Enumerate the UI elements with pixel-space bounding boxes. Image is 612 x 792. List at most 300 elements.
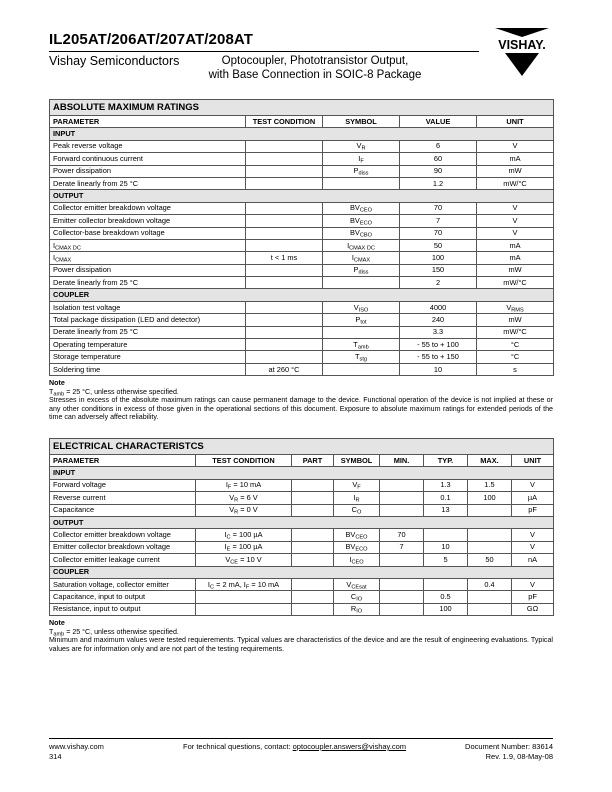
condition-value: = 100 µA — [230, 542, 263, 552]
subtitle-line-1: Optocoupler, Phototransistor Output, — [221, 55, 409, 67]
condition-base: V — [225, 554, 231, 564]
column-header: PARAMETER — [50, 116, 246, 128]
parameter-cell — [50, 252, 246, 264]
symbol-base: BV — [350, 215, 360, 225]
document-number: Document Number: 83614 — [465, 742, 553, 751]
typ-cell: 13 — [424, 504, 468, 516]
test-condition-cell — [246, 239, 323, 251]
symbol-subscript: ECO — [359, 220, 372, 227]
part-cell — [292, 492, 334, 504]
unit-cell: µA — [512, 492, 554, 504]
condition-value: = 2 mA, — [214, 579, 244, 589]
parameter-text: Collector emitter breakdown voltage — [53, 203, 171, 213]
symbol-subscript: F — [360, 158, 364, 165]
condition-base: I — [224, 530, 227, 540]
symbol-base: BV — [345, 530, 356, 540]
symbol-subscript: IO — [356, 608, 363, 615]
table-row — [50, 529, 554, 541]
table-row — [50, 165, 554, 177]
section-label: OUTPUT — [50, 190, 554, 202]
max-cell — [468, 591, 512, 603]
section-row — [50, 566, 554, 578]
table-row — [50, 351, 554, 363]
symbol-cell — [323, 301, 400, 313]
condition-base: I — [243, 579, 246, 589]
test-condition-cell — [246, 264, 323, 276]
symbol-subscript: amb — [357, 344, 369, 351]
unit-text: °C — [510, 339, 520, 349]
min-cell — [380, 554, 424, 566]
symbol-base: T — [355, 352, 360, 362]
column-header: TEST CONDITION — [246, 116, 323, 128]
condition-base: I — [225, 480, 228, 490]
symbol-base: I — [358, 153, 361, 163]
value-cell: 90 — [400, 165, 477, 177]
condition-subscript: CE — [230, 559, 239, 566]
condition-subscript: C — [209, 584, 215, 591]
value-cell: 100 — [400, 252, 477, 264]
symbol-cell — [334, 603, 380, 615]
parameter-cell: Capacitance — [50, 504, 196, 516]
min-cell — [380, 504, 424, 516]
condition-value: = 0 V — [238, 505, 258, 515]
vishay-logo-icon — [486, 28, 558, 78]
parameter-cell — [50, 301, 246, 313]
part-cell — [292, 554, 334, 566]
test-condition-cell — [246, 177, 323, 189]
unit-text: mA — [509, 240, 521, 250]
test-condition-cell — [246, 227, 323, 239]
table-row — [50, 363, 554, 375]
symbol-cell — [323, 140, 400, 152]
symbol-subscript: R — [355, 497, 360, 504]
footer-rule — [49, 738, 553, 739]
part-number-title: IL205AT/206AT/207AT/208AT — [49, 31, 253, 48]
symbol-base: I — [349, 554, 352, 564]
section-label: COUPLER — [50, 566, 554, 578]
column-header: UNIT — [477, 116, 554, 128]
page-number: 314 — [49, 752, 62, 761]
section-row — [50, 289, 554, 301]
test-condition-cell — [246, 215, 323, 227]
parameter-text: Forward continuous current — [53, 153, 143, 163]
condition-value: = 6 V — [238, 492, 258, 502]
table-row — [50, 202, 554, 214]
max-cell — [468, 504, 512, 516]
test-condition-cell — [196, 479, 292, 491]
parameter-cell — [50, 339, 246, 351]
column-header: SYMBOL — [334, 455, 380, 467]
min-cell — [380, 492, 424, 504]
symbol-subscript: ECO — [355, 546, 368, 553]
value-cell: 70 — [400, 227, 477, 239]
table-row — [50, 314, 554, 326]
symbol-cell — [323, 215, 400, 227]
part-cell — [292, 529, 334, 541]
test-condition-cell: at 260 °C — [246, 363, 323, 375]
unit-cell — [477, 277, 554, 289]
symbol-cell — [323, 326, 400, 338]
condition-subscript: E — [226, 546, 231, 553]
max-cell — [468, 603, 512, 615]
column-header: VALUE — [400, 116, 477, 128]
test-condition-cell — [246, 314, 323, 326]
section-row — [50, 516, 554, 528]
parameter-subscript: CMAX — [55, 257, 72, 264]
note-body: Stresses in excess of the absolute maximum ratings can cause permanent damage to the device. Functional operation of the device is not implied at these or any other conditions in excess of those given in the operational sections of this document. Exposure to absolute maximum ratings for extended periods of the time can adversely affect reliability. — [49, 396, 553, 422]
table-row — [50, 339, 554, 351]
value-cell: 10 — [400, 363, 477, 375]
unit-text: mW — [508, 166, 522, 176]
test-condition-cell — [196, 492, 292, 504]
table-row — [50, 554, 554, 566]
unit-text: mW/°C — [503, 327, 527, 337]
document-subtitle — [196, 54, 434, 82]
parameter-cell — [50, 165, 246, 177]
test-condition-cell — [196, 578, 292, 590]
unit-cell — [477, 215, 554, 227]
symbol-subscript: CMAX — [353, 257, 371, 264]
symbol-base: P — [353, 166, 359, 176]
symbol-subscript: stg — [359, 356, 367, 363]
symbol-cell — [323, 363, 400, 375]
unit-cell — [477, 351, 554, 363]
condition-value: = 100 µA — [230, 530, 263, 540]
typ-cell: 5 — [424, 554, 468, 566]
parameter-subscript: CMAX DC — [55, 245, 81, 252]
table-row — [50, 264, 554, 276]
parameter-text: Derate linearly from 25 °C — [53, 277, 139, 287]
symbol-cell — [334, 541, 380, 553]
symbol-subscript: diss — [358, 269, 369, 276]
table-row — [50, 301, 554, 313]
test-condition-cell — [246, 339, 323, 351]
symbol-subscript: CEsat — [351, 584, 367, 591]
parameter-cell — [50, 177, 246, 189]
unit-text: V — [506, 302, 512, 312]
table-title: ELECTRICAL CHARACTERISTCS — [50, 439, 554, 455]
unit-cell: V — [512, 529, 554, 541]
symbol-cell — [323, 165, 400, 177]
parameter-cell — [50, 264, 246, 276]
note-tamb: $T_{amb} = 25$ °C, unless otherwise specified. — [49, 387, 179, 398]
symbol-subscript: CEO — [359, 207, 372, 214]
symbol-subscript: CEO — [355, 534, 368, 541]
symbol-cell — [334, 479, 380, 491]
unit-cell: V — [512, 479, 554, 491]
symbol-base: V — [346, 579, 352, 589]
symbol-cell — [334, 529, 380, 541]
contact-prefix: For technical questions, contact: — [183, 742, 293, 751]
unit-text: mW/°C — [503, 178, 527, 188]
symbol-subscript: O — [356, 509, 362, 516]
parameter-cell: Emitter collector breakdown voltage — [50, 541, 196, 553]
column-header: MAX. — [468, 455, 512, 467]
unit-cell — [477, 363, 554, 375]
table-row — [50, 479, 554, 491]
symbol-subscript: ISO — [358, 307, 369, 314]
parameter-cell: Forward voltage — [50, 479, 196, 491]
parameter-cell: Capacitance, input to output — [50, 591, 196, 603]
condition-subscript: C — [226, 534, 231, 541]
typ-cell: 10 — [424, 541, 468, 553]
column-header: TYP. — [424, 455, 468, 467]
unit-cell — [477, 202, 554, 214]
condition-subscript: F — [245, 584, 250, 591]
unit-cell: pF — [512, 504, 554, 516]
min-cell — [380, 578, 424, 590]
min-cell — [380, 603, 424, 615]
unit-text: mW/°C — [503, 277, 527, 287]
column-header: UNIT — [512, 455, 554, 467]
unit-text: °C — [510, 352, 520, 362]
symbol-base: BV — [345, 542, 356, 552]
symbol-base: R — [350, 604, 357, 614]
elec-char-notes — [49, 619, 553, 653]
symbol-base: I — [353, 492, 356, 502]
parameter-cell: Reverse current — [50, 492, 196, 504]
section-row — [50, 190, 554, 202]
parameter-text: Isolation test voltage — [53, 302, 121, 312]
symbol-base: T — [353, 339, 358, 349]
table-row — [50, 215, 554, 227]
test-condition-cell — [196, 541, 292, 553]
parameter-cell — [50, 140, 246, 152]
table-row — [50, 603, 554, 615]
parameter-cell: Saturation voltage, collector emitter — [50, 578, 196, 590]
column-header: TEST CONDITION — [196, 455, 292, 467]
unit-text: V — [512, 141, 518, 151]
part-cell — [292, 591, 334, 603]
min-cell: 70 — [380, 529, 424, 541]
page-footer — [49, 740, 553, 770]
symbol-subscript: F — [357, 484, 361, 491]
value-cell: 1.2 — [400, 177, 477, 189]
note-tamb: $T_{amb} = 25$ °C, unless otherwise specified. — [49, 627, 179, 638]
parameter-cell: Collector emitter leakage current — [50, 554, 196, 566]
footer-contact — [183, 742, 406, 752]
table-title: ABSOLUTE MAXIMUM RATINGS — [50, 100, 554, 116]
test-condition-cell — [196, 603, 292, 615]
section-label: INPUT — [50, 128, 554, 140]
min-cell — [380, 591, 424, 603]
note-heading: Note — [49, 379, 65, 387]
table-row — [50, 140, 554, 152]
parameter-text: Power dissipation — [53, 265, 111, 275]
note-body: Minimum and maximum values were tested requierements. Typical values are characteristics of the device and are the result of engineering evaluations. Typical values are for information only and are not part of the testing requirements. — [49, 636, 553, 653]
value-cell: 4000 — [400, 301, 477, 313]
column-header: MIN. — [380, 455, 424, 467]
max-cell — [468, 529, 512, 541]
condition-subscript: R — [234, 497, 239, 504]
table-row — [50, 252, 554, 264]
parameter-cell — [50, 326, 246, 338]
symbol-cell — [323, 177, 400, 189]
abs-max-notes — [49, 379, 553, 422]
part-cell — [292, 541, 334, 553]
unit-cell: GΩ — [512, 603, 554, 615]
table-title-row — [50, 439, 554, 455]
max-cell: 50 — [468, 554, 512, 566]
symbol-base: V — [356, 141, 362, 151]
symbol-subscript: IO — [356, 596, 363, 603]
test-condition-cell — [196, 529, 292, 541]
table-row — [50, 227, 554, 239]
symbol-cell — [323, 351, 400, 363]
parameter-text: Emitter collector breakdown voltage — [53, 215, 171, 225]
parameter-text: Operating temperature — [53, 339, 128, 349]
value-cell: - 55 to + 150 — [400, 351, 477, 363]
symbol-base: I — [347, 240, 350, 250]
symbol-cell — [334, 578, 380, 590]
value-cell: 2 — [400, 277, 477, 289]
symbol-cell — [323, 252, 400, 264]
symbol-subscript: CBO — [359, 232, 372, 239]
unit-cell: pF — [512, 591, 554, 603]
subtitle-line-2: with Base Connection in SOIC-8 Package — [208, 69, 422, 81]
symbol-cell — [323, 339, 400, 351]
test-condition-cell — [246, 153, 323, 165]
symbol-base: P — [353, 265, 359, 275]
value-cell: 240 — [400, 314, 477, 326]
symbol-cell — [323, 202, 400, 214]
test-condition-cell — [196, 554, 292, 566]
contact-email-link[interactable]: optocoupler.answers@vishay.com — [292, 742, 407, 751]
symbol-base: P — [355, 314, 361, 324]
symbol-base: V — [352, 480, 358, 490]
typ-cell: 0.1 — [424, 492, 468, 504]
unit-text: mA — [509, 153, 521, 163]
condition-base: I — [207, 579, 210, 589]
parameter-cell: Resistance, input to output — [50, 603, 196, 615]
table-row — [50, 177, 554, 189]
value-cell: 150 — [400, 264, 477, 276]
symbol-cell — [323, 153, 400, 165]
symbol-cell — [334, 504, 380, 516]
symbol-cell — [334, 591, 380, 603]
table-header-row — [50, 455, 554, 467]
value-cell: 3.3 — [400, 326, 477, 338]
typ-cell: 100 — [424, 603, 468, 615]
test-condition-cell — [246, 326, 323, 338]
revision-date: Rev. 1.9, 08-May-08 — [485, 752, 553, 761]
section-label: OUTPUT — [50, 516, 554, 528]
parameter-text: Total package dissipation (LED and detector) — [53, 314, 201, 324]
condition-base: V — [229, 492, 235, 502]
unit-cell — [477, 177, 554, 189]
electrical-characteristics-table — [49, 438, 554, 616]
condition-base: V — [229, 505, 235, 515]
symbol-base: V — [353, 302, 359, 312]
parameter-cell — [50, 351, 246, 363]
section-label: INPUT — [50, 467, 554, 479]
note-heading: Note — [49, 619, 65, 627]
unit-cell — [477, 252, 554, 264]
unit-cell — [477, 339, 554, 351]
symbol-cell — [334, 492, 380, 504]
section-row — [50, 128, 554, 140]
table-row — [50, 277, 554, 289]
table-row — [50, 578, 554, 590]
header-rule — [49, 51, 479, 52]
parameter-cell — [50, 153, 246, 165]
parameter-cell — [50, 227, 246, 239]
column-header: PARAMETER — [50, 455, 196, 467]
parameter-cell — [50, 277, 246, 289]
max-cell: 100 — [468, 492, 512, 504]
unit-cell: V — [512, 578, 554, 590]
value-cell: 50 — [400, 239, 477, 251]
table-title-row — [50, 100, 554, 116]
symbol-cell — [323, 277, 400, 289]
unit-cell — [477, 227, 554, 239]
value-cell: 7 — [400, 215, 477, 227]
parameter-cell — [50, 215, 246, 227]
symbol-subscript: diss — [358, 170, 369, 177]
table-row — [50, 239, 554, 251]
max-cell: 1.5 — [468, 479, 512, 491]
parameter-cell: Collector emitter breakdown voltage — [50, 529, 196, 541]
value-cell: - 55 to + 100 — [400, 339, 477, 351]
footer-website[interactable]: www.vishay.com — [49, 742, 104, 751]
table-row — [50, 492, 554, 504]
parameter-text: Derate linearly from 25 °C — [53, 178, 139, 188]
test-condition-cell: t < 1 ms — [246, 252, 323, 264]
typ-cell — [424, 529, 468, 541]
part-cell — [292, 504, 334, 516]
table-row — [50, 326, 554, 338]
unit-text: V — [512, 228, 518, 238]
column-header: SYMBOL — [323, 116, 400, 128]
test-condition-cell — [246, 140, 323, 152]
part-cell — [292, 603, 334, 615]
value-cell: 60 — [400, 153, 477, 165]
test-condition-cell — [246, 165, 323, 177]
logo-text: VISHAY. — [498, 38, 546, 52]
symbol-cell — [323, 314, 400, 326]
test-condition-cell — [246, 202, 323, 214]
parameter-text: Power dissipation — [53, 166, 111, 176]
value-cell: 70 — [400, 202, 477, 214]
unit-text: mW — [508, 265, 522, 275]
table-row — [50, 504, 554, 516]
typ-cell: 0.5 — [424, 591, 468, 603]
unit-text: V — [512, 215, 518, 225]
symbol-cell — [323, 227, 400, 239]
parameter-cell — [50, 202, 246, 214]
unit-cell — [477, 140, 554, 152]
symbol-cell — [323, 264, 400, 276]
table-row — [50, 153, 554, 165]
unit-text: s — [513, 364, 517, 374]
symbol-subscript: R — [361, 145, 366, 152]
symbol-base: BV — [350, 228, 360, 238]
section-row — [50, 467, 554, 479]
unit-cell — [477, 301, 554, 313]
column-header: PART — [292, 455, 334, 467]
test-condition-cell — [246, 351, 323, 363]
unit-cell — [477, 153, 554, 165]
table-row — [50, 591, 554, 603]
symbol-subscript: CMAX DC — [349, 245, 375, 252]
condition-subscript: F — [227, 484, 232, 491]
part-cell — [292, 479, 334, 491]
part-cell — [292, 578, 334, 590]
test-condition-cell — [196, 591, 292, 603]
symbol-base: C — [350, 591, 357, 601]
unit-cell — [477, 264, 554, 276]
unit-subscript: RMS — [511, 307, 524, 314]
